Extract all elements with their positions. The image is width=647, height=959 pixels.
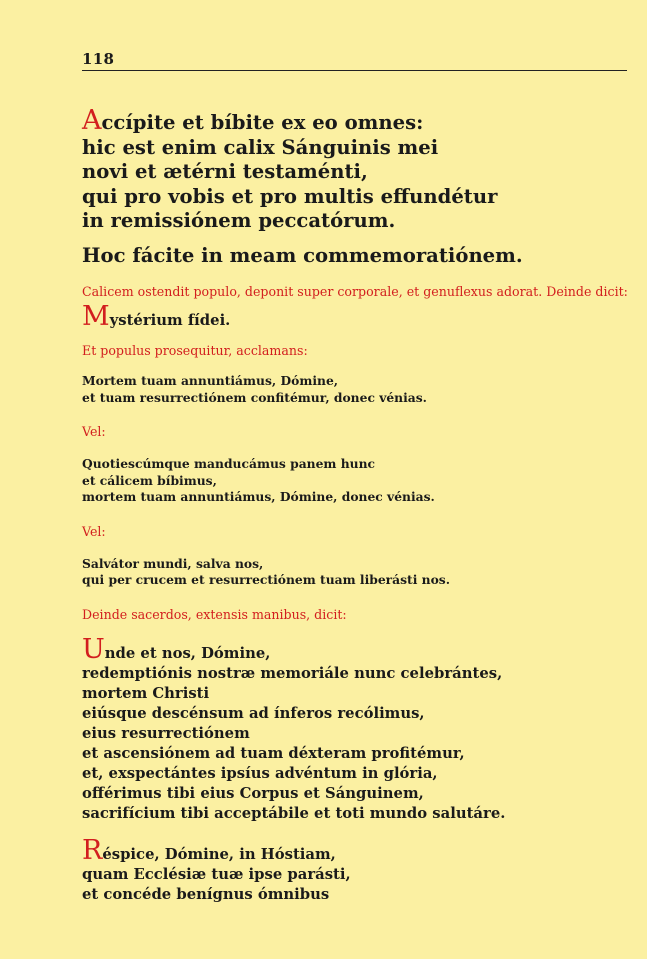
rubric-people: Et populus prosequitur, acclamans: [82, 343, 308, 358]
rubric-elevation: Calicem ostendit populo, deponit super corporale, et genuflexus adorat. Deinde dicit: [82, 284, 628, 299]
anamnesis-first-line: Unde et nos, Dómine, [82, 633, 271, 665]
commemoration-line: Hoc fácite in meam commemoratiónem. [82, 243, 523, 267]
respice-line: quam Ecclésiæ tuæ ipse parásti, [82, 865, 351, 883]
consecration-line: in remissiónem peccatórum. [82, 209, 396, 232]
page-number: 118 [82, 50, 115, 68]
acclamation-line: Salvátor mundi, salva nos, [82, 555, 264, 571]
drop-initial: M [82, 301, 110, 332]
anamnesis-line: sacrifícium tibi acceptábile et toti mundo salutáre. [82, 804, 506, 822]
consecration-line: qui pro vobis et pro multis effundétur [82, 184, 498, 208]
consecration-line: hic est enim calix Sánguinis mei [82, 135, 439, 159]
drop-initial: U [82, 633, 105, 665]
rubric-vel-2: Vel: [82, 523, 106, 539]
acclamation-line: et cálicem bíbimus, [82, 472, 217, 488]
acclamation-line: et tuam resurrectiónem confitémur, donec vénias. [82, 389, 427, 405]
acclamation-line: qui per crucem et resurrectiónem tuam liberásti nos. [82, 572, 451, 587]
anamnesis-line: offérimus tibi eius Corpus et Sánguinem, [82, 784, 424, 802]
acclamation-line: mortem tuam annuntiámus, Dómine, donec vénias. [82, 489, 435, 504]
mysterium-fidei: Mystérium fídei. [82, 301, 231, 332]
respice-text [82, 834, 642, 905]
acclamation-3 [82, 556, 642, 589]
respice-first-line: Réspice, Dómine, in Hóstiam, [82, 834, 336, 866]
page-header [82, 50, 627, 71]
respice-line: et concéde benígnus ómnibus [82, 885, 330, 903]
acclamation-2 [82, 456, 642, 506]
rubric-vel-1: Vel: [82, 424, 106, 439]
acclamation-1 [82, 373, 642, 406]
page-content [82, 105, 642, 905]
anamnesis-text [82, 633, 642, 824]
anamnesis-line: eiúsque descénsum ad ínferos recólimus, [82, 704, 425, 722]
rubric-priest: Deinde sacerdos, extensis manibus, dicit: [82, 606, 347, 622]
anamnesis-line: et ascensiónem ad tuam déxteram profitémur, [82, 744, 465, 762]
anamnesis-line: redemptiónis nostræ memoriále nunc celebrántes, [82, 664, 503, 682]
drop-initial: R [82, 834, 103, 866]
anamnesis-line: eius resurrectiónem [82, 724, 250, 742]
anamnesis-line: et, exspectántes ipsíus advéntum in glória, [82, 764, 438, 782]
drop-initial: A [82, 105, 102, 136]
acclamation-line: Quotiescúmque manducámus panem hunc [82, 456, 376, 471]
anamnesis-line: mortem Christi [82, 684, 210, 702]
consecration-first-line: Accípite et bíbite ex eo omnes: [82, 105, 424, 136]
consecration-line: novi et ætérni testaménti, [82, 160, 368, 183]
acclamation-line: Mortem tuam annuntiámus, Dómine, [82, 373, 339, 388]
consecration-text [82, 105, 642, 234]
